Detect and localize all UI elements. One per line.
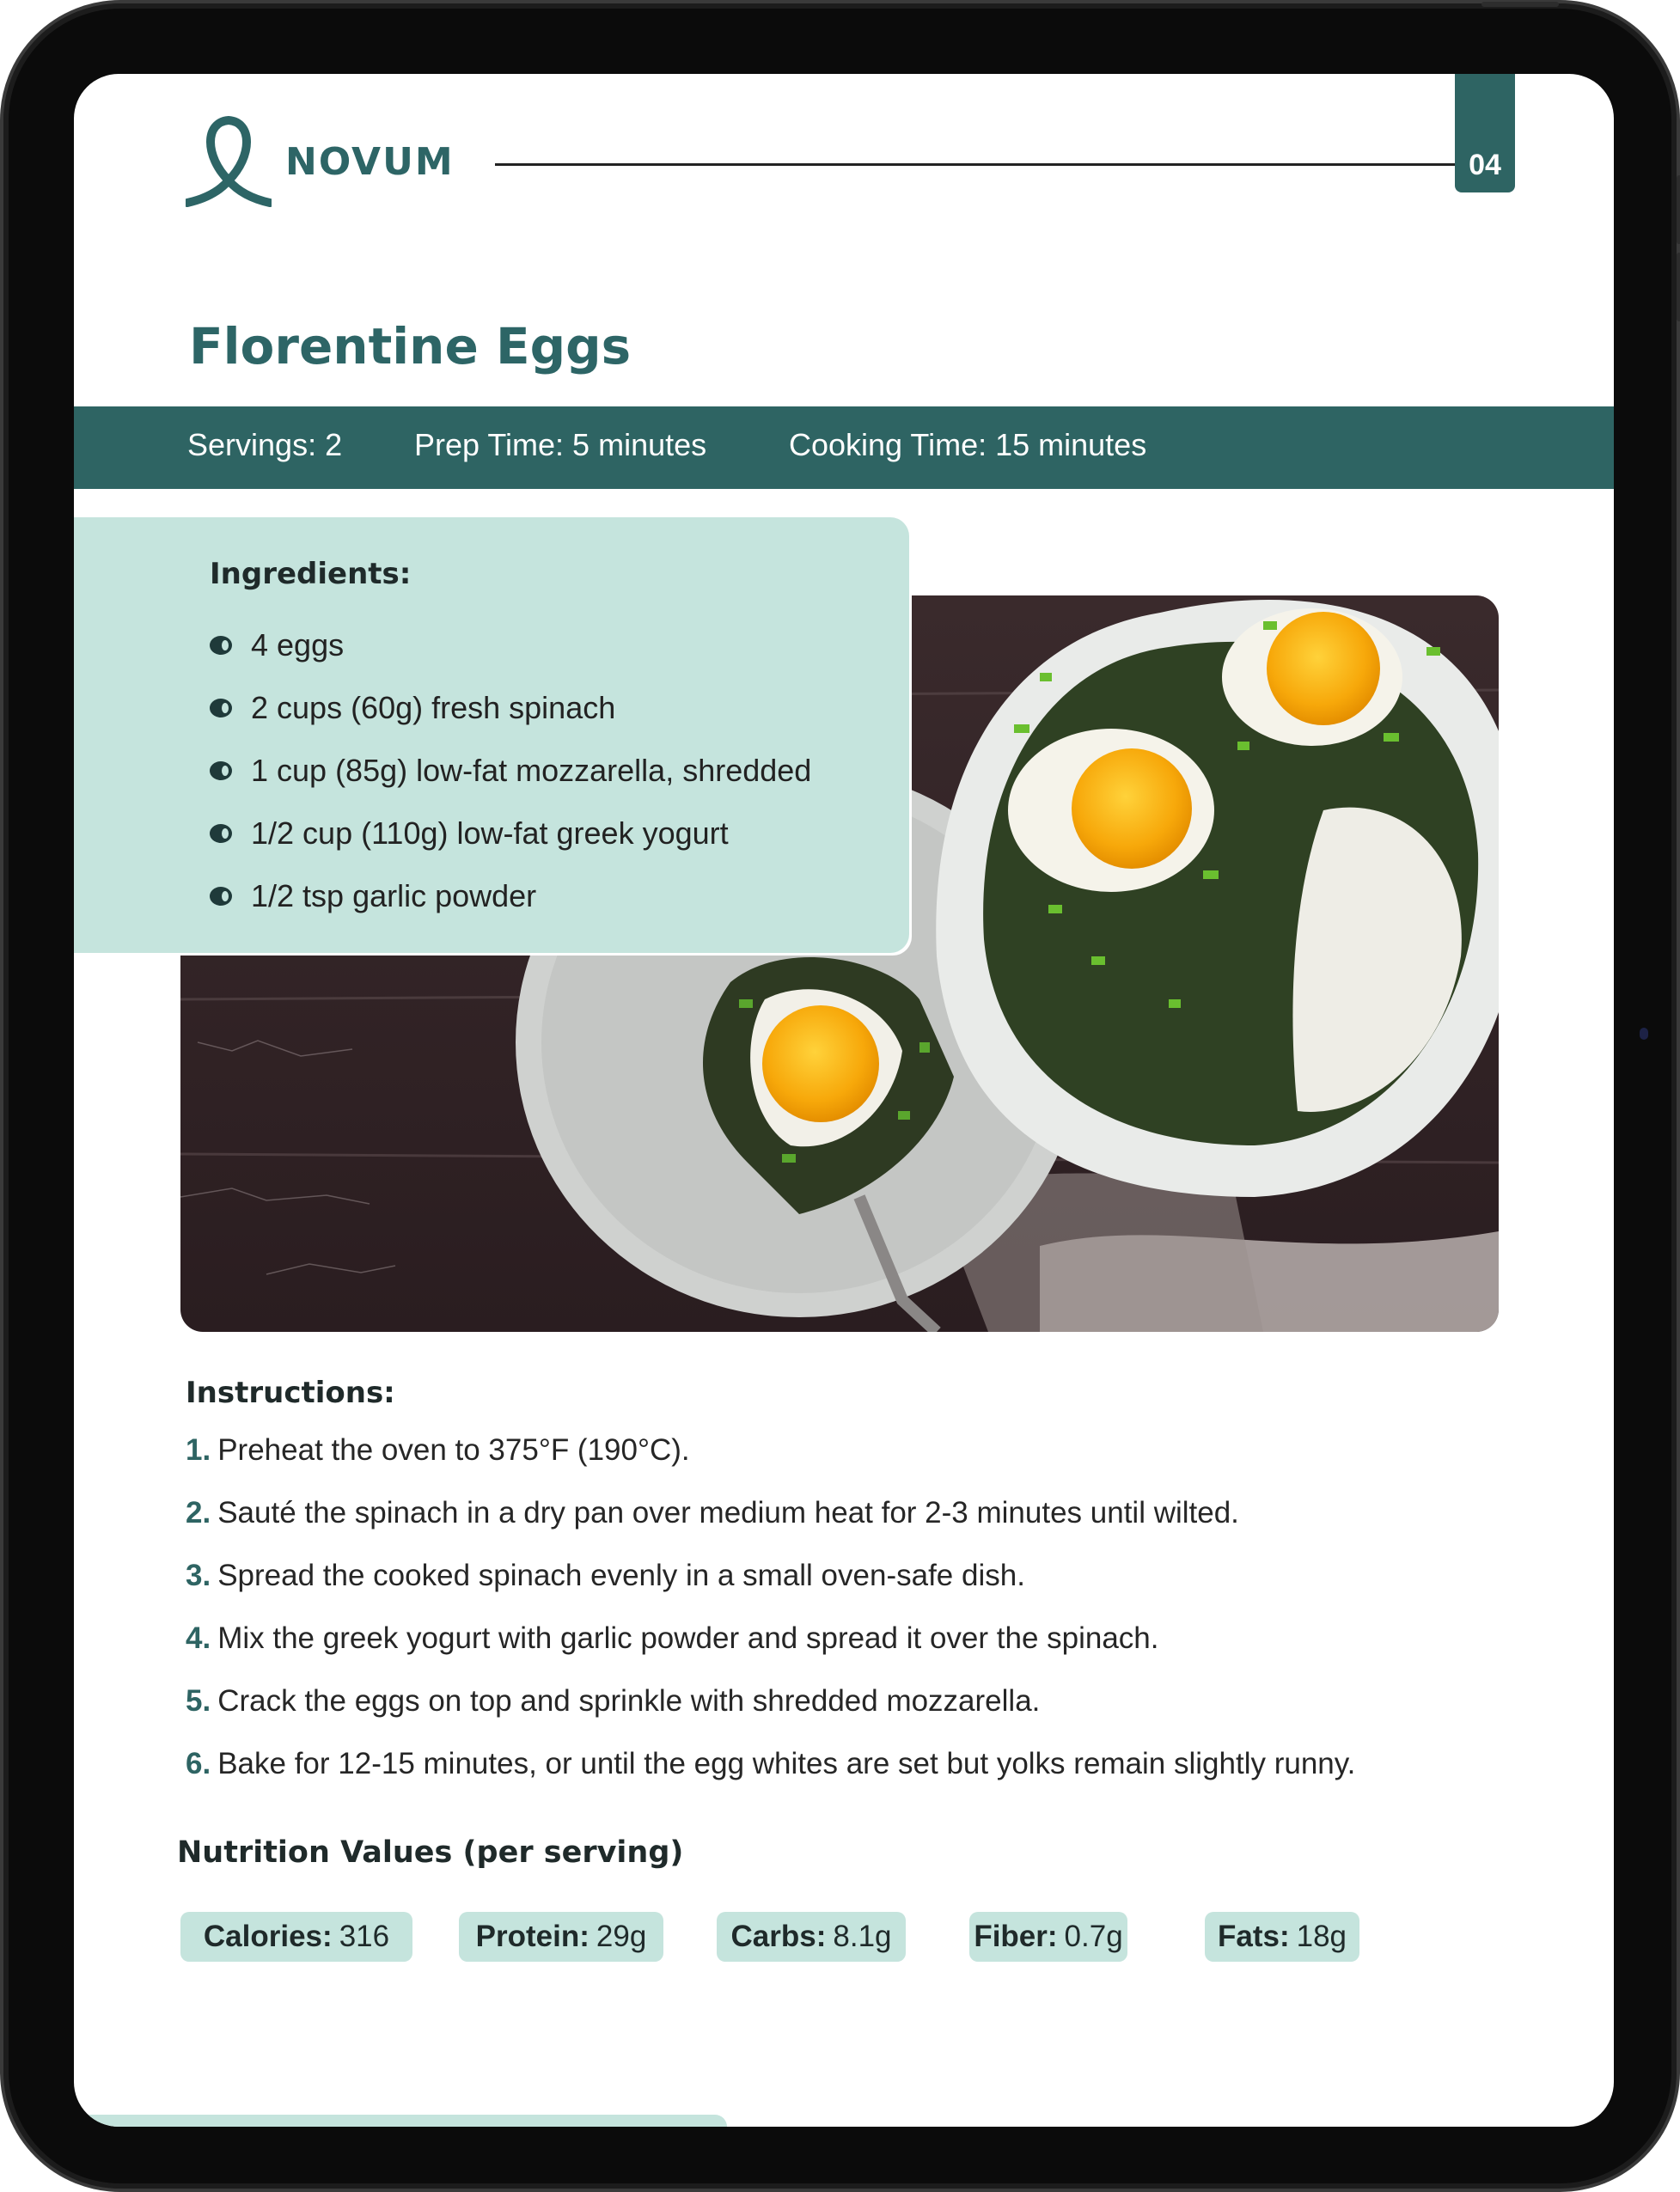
nutrition-calories	[180, 1912, 412, 1962]
prep-time-label: Prep Time: 5 minutes	[414, 427, 707, 462]
instruction-step	[186, 1670, 1355, 1732]
ingredient-text: 2 cups (60g) fresh spinach	[251, 689, 616, 725]
ingredient-item	[210, 676, 811, 739]
ingredients-heading: Ingredients:	[210, 557, 412, 591]
ingredient-item	[210, 802, 811, 864]
ingredient-text: 1/2 cup (110g) low-fat greek yogurt	[251, 815, 729, 851]
header-divider	[495, 163, 1466, 166]
ingredients-list	[210, 614, 811, 927]
brand-name: NOVUM	[285, 139, 455, 184]
instructions-list	[186, 1419, 1355, 1795]
step-text: Spread the cooked spinach evenly in a small oven-safe dish.	[217, 1558, 1025, 1592]
footer-accent-strip	[74, 2115, 727, 2127]
nutrition-value: 8.1g	[833, 1920, 892, 1953]
instruction-step	[186, 1732, 1355, 1795]
instructions-heading: Instructions:	[186, 1376, 395, 1410]
ingredient-text: 1/2 tsp garlic powder	[251, 877, 537, 913]
volume-down-button	[1677, 253, 1680, 321]
bullet-icon	[210, 887, 232, 906]
ingredient-item	[210, 614, 811, 676]
recipe-title: Florentine Eggs	[189, 317, 632, 376]
instruction-step	[186, 1419, 1355, 1481]
step-number: 4.	[186, 1621, 211, 1655]
cooking-time-label: Cooking Time: 15 minutes	[789, 427, 1147, 462]
step-text: Crack the eggs on top and sprinkle with shredded mozzarella.	[217, 1683, 1041, 1718]
camera-dot	[1640, 1028, 1648, 1040]
nutrition-value: 18g	[1296, 1920, 1347, 1953]
instruction-step	[186, 1481, 1355, 1544]
step-number: 3.	[186, 1558, 211, 1592]
ingredient-text: 1 cup (85g) low-fat mozzarella, shredded	[251, 752, 812, 788]
bullet-icon	[210, 761, 232, 780]
ingredient-item	[210, 864, 811, 927]
nutrition-value: 316	[339, 1920, 390, 1953]
bullet-icon	[210, 699, 232, 717]
nutrition-fiber	[969, 1912, 1127, 1962]
nutrition-label: Calories:	[203, 1920, 333, 1953]
nutrition-value: 29g	[596, 1920, 647, 1953]
nutrition-fats	[1205, 1912, 1359, 1962]
nutrition-value: 0.7g	[1064, 1920, 1123, 1953]
instruction-step	[186, 1607, 1355, 1670]
step-number: 1.	[186, 1432, 211, 1467]
step-number: 5.	[186, 1683, 211, 1718]
nutrition-label: Fiber:	[974, 1920, 1058, 1953]
nutrition-label: Protein:	[475, 1920, 590, 1953]
step-text: Sauté the spinach in a dry pan over medium heat for 2-3 minutes until wilted.	[217, 1495, 1239, 1530]
page-number-badge: 04	[1455, 74, 1515, 192]
bullet-icon	[210, 636, 232, 655]
servings-label: Servings: 2	[187, 427, 343, 462]
step-number: 6.	[186, 1746, 211, 1780]
ingredients-card	[74, 517, 909, 953]
step-text: Mix the greek yogurt with garlic powder and spread it over the spinach.	[217, 1621, 1159, 1655]
nutrition-heading: Nutrition Values (per serving)	[177, 1835, 684, 1870]
bullet-icon	[210, 824, 232, 843]
brand-logo	[186, 113, 455, 210]
instruction-step	[186, 1544, 1355, 1607]
ingredient-item	[210, 739, 811, 802]
nutrition-protein	[459, 1912, 663, 1962]
novum-logo-icon	[186, 113, 272, 210]
step-number: 2.	[186, 1495, 211, 1530]
volume-up-button	[1677, 175, 1680, 244]
step-text: Bake for 12-15 minutes, or until the egg whites are set but yolks remain slightly runny.	[217, 1746, 1356, 1780]
nutrition-carbs	[717, 1912, 906, 1962]
recipe-meta-bar	[74, 406, 1614, 489]
top-button	[1481, 2, 1559, 7]
nutrition-label: Fats:	[1217, 1920, 1290, 1953]
ingredient-text: 4 eggs	[251, 626, 345, 662]
screen	[74, 74, 1614, 2127]
step-text: Preheat the oven to 375°F (190°C).	[217, 1432, 690, 1467]
nutrition-label: Carbs:	[730, 1920, 827, 1953]
